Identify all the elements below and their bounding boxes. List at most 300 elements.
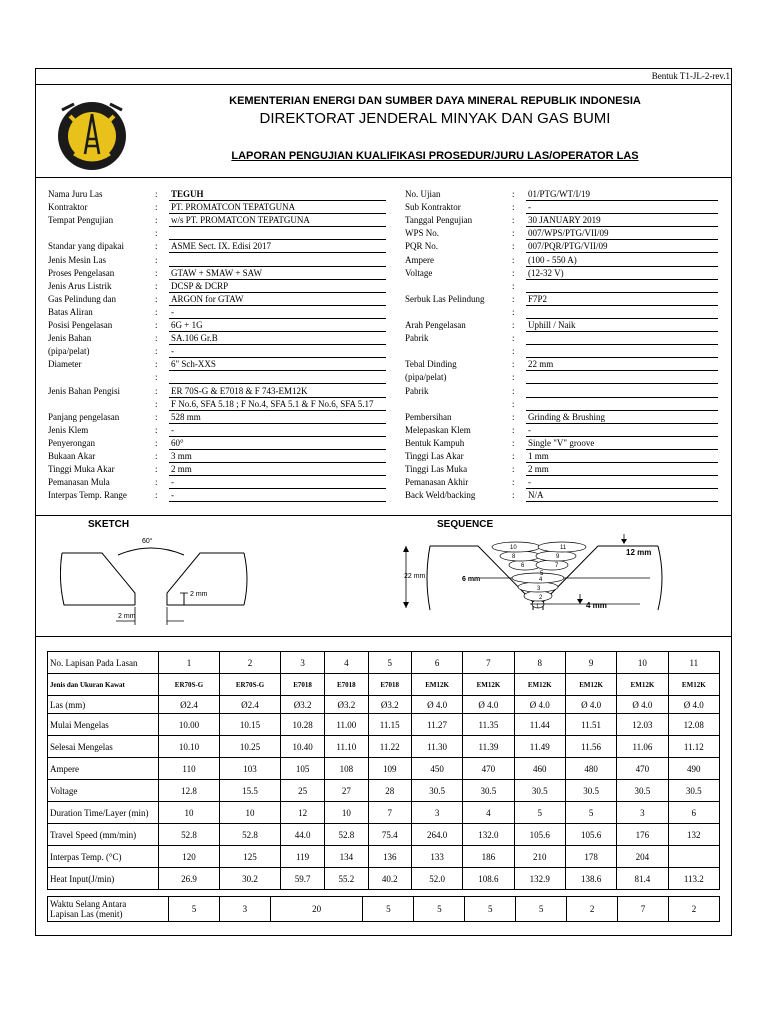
pass-label: 1 xyxy=(536,604,540,610)
table-cell: 470 xyxy=(463,758,514,780)
table-row xyxy=(48,674,720,696)
table-cell: 27 xyxy=(325,780,368,802)
left-bevel-plate xyxy=(62,553,135,605)
table-cell: 7 xyxy=(463,652,514,674)
table-cell: Ø 4.0 xyxy=(514,696,565,714)
table-cell: Ø2.4 xyxy=(220,696,281,714)
table-row xyxy=(48,868,720,890)
field-colon: : xyxy=(155,202,158,213)
table-cell: 4 xyxy=(325,652,368,674)
field-colon: : xyxy=(155,280,158,291)
field-colon: : xyxy=(512,424,515,435)
table-cell: 105.6 xyxy=(514,824,565,846)
field-value: ER 70S-G & E7018 & F 743-EM12K xyxy=(169,386,386,398)
field-colon: : xyxy=(512,306,515,317)
table-cell: 470 xyxy=(617,758,668,780)
table-cell: Ø 4.0 xyxy=(463,696,514,714)
table-cell: 12 xyxy=(281,802,325,824)
table-cell: 3 xyxy=(617,802,668,824)
table-cell: EM12K xyxy=(463,674,514,696)
table-cell: 103 xyxy=(220,758,281,780)
field-colon: : xyxy=(155,228,158,239)
field-colon: : xyxy=(155,464,158,475)
table-cell: 10 xyxy=(220,802,281,824)
pass-label: 4 xyxy=(539,577,543,583)
table-cell: 105.6 xyxy=(565,824,616,846)
table-cell: 450 xyxy=(411,758,462,780)
interval-cell: 20 xyxy=(270,897,363,922)
table-cell: 204 xyxy=(617,846,668,868)
field-value: (12-32 V) xyxy=(526,268,718,280)
table-cell: 10.28 xyxy=(281,714,325,736)
table-cell: 11.49 xyxy=(514,736,565,758)
field-value: Single "V" groove xyxy=(526,438,718,450)
field-label: (pipa/pelat) xyxy=(48,346,90,357)
interval-label xyxy=(48,897,169,922)
table-cell: 9 xyxy=(565,652,616,674)
field-colon: : xyxy=(155,385,158,396)
directorate-name: DIREKTORAT JENDERAL MINYAK DAN GAS BUMI xyxy=(259,110,611,127)
table-cell: 119 xyxy=(281,846,325,868)
field-value: - xyxy=(169,425,386,437)
field-colon: : xyxy=(512,385,515,396)
table-cell: 11.30 xyxy=(411,736,462,758)
pass-label: 11 xyxy=(560,545,567,551)
table-cell: 44.0 xyxy=(281,824,325,846)
field-label: Ampere xyxy=(405,254,434,265)
table-cell: 11 xyxy=(668,652,719,674)
field-colon: : xyxy=(512,411,515,422)
root-face-label: 2 mm xyxy=(190,591,208,598)
field-label: Pemanasan Akhir xyxy=(405,477,469,488)
pass-label: 7 xyxy=(555,563,559,569)
field-value: SA.106 Gr.B xyxy=(169,333,386,345)
table-cell: 30.5 xyxy=(565,780,616,802)
angle-label: 60° xyxy=(142,538,153,545)
field-value: ASME Sect. IX. Edisi 2017 xyxy=(169,241,386,253)
field-label: Voltage xyxy=(405,267,433,278)
table-cell: 6 xyxy=(411,652,462,674)
field-label: Tinggi Las Akar xyxy=(405,451,464,461)
table-cell: E7018 xyxy=(325,674,368,696)
field-value: 01/PTG/WT/I/19 xyxy=(526,189,718,201)
field-colon: : xyxy=(155,398,158,409)
field-label: Tebal Dinding xyxy=(405,359,457,370)
table-cell: 4 xyxy=(463,802,514,824)
field-value xyxy=(526,386,718,398)
interval-cell: 5 xyxy=(414,897,465,922)
table-cell: 52.0 xyxy=(411,868,462,890)
table-cell: 28 xyxy=(368,780,411,802)
interval-cell: 2 xyxy=(668,897,719,922)
table-cell: 120 xyxy=(159,846,220,868)
interval-cell: 5 xyxy=(169,897,220,922)
field-label: Standar yang dipakai xyxy=(48,241,124,252)
table-cell: 55.2 xyxy=(325,868,368,890)
field-label: Panjang pengelasan xyxy=(48,411,120,422)
table-cell: E7018 xyxy=(281,674,325,696)
table-cell: 81.4 xyxy=(617,868,668,890)
field-label: Bentuk Kampuh xyxy=(405,437,465,448)
table-cell: 480 xyxy=(565,758,616,780)
table-cell: ER70S-G xyxy=(220,674,281,696)
field-value: 007/WPS/PTG/VII/09 xyxy=(526,228,718,240)
interval-cell: 7 xyxy=(618,897,669,922)
field-label: Jenis Bahan xyxy=(48,333,92,344)
table-cell: 1 xyxy=(159,652,220,674)
field-label: Nama Juru Las xyxy=(48,189,103,199)
table-cell: 2 xyxy=(220,652,281,674)
joint-sketch xyxy=(60,533,260,631)
table-cell: 134 xyxy=(325,846,368,868)
field-label: No. Ujian xyxy=(405,189,441,199)
field-label: Pabrik xyxy=(405,333,429,344)
table-cell: 210 xyxy=(514,846,565,868)
field-value xyxy=(169,255,386,267)
table-row xyxy=(48,652,720,674)
table-cell: 25 xyxy=(281,780,325,802)
table-cell: 52.8 xyxy=(220,824,281,846)
table-cell: 5 xyxy=(514,802,565,824)
table-cell: 11.22 xyxy=(368,736,411,758)
fields-divider xyxy=(35,515,732,516)
field-value: GTAW + SMAW + SAW xyxy=(169,268,386,280)
row-label: Interpas Temp. (°C) xyxy=(48,846,159,868)
field-label: (pipa/pelat) xyxy=(405,372,447,383)
field-value xyxy=(526,281,718,293)
field-colon: : xyxy=(155,254,158,265)
field-colon: : xyxy=(512,346,515,357)
table-cell: 10 xyxy=(325,802,368,824)
field-value: - xyxy=(526,202,718,214)
field-value: DCSP & DCRP xyxy=(169,281,386,293)
ministry-name: KEMENTERIAN ENERGI DAN SUMBER DAYA MINERAL REPUBLIK INDONESIA xyxy=(229,95,641,107)
table-cell: 113.2 xyxy=(668,868,719,890)
mid-dim-label: 6 mm xyxy=(462,576,481,583)
field-colon: : xyxy=(155,241,158,252)
interval-cell: 3 xyxy=(219,897,270,922)
field-colon: : xyxy=(512,228,515,239)
angle-arc xyxy=(118,548,184,555)
sketch-divider xyxy=(35,636,732,637)
field-label: Arah Pengelasan xyxy=(405,320,466,330)
field-label: Kontraktor xyxy=(48,202,88,213)
field-label: Interpas Temp. Range xyxy=(48,490,127,501)
table-cell: 125 xyxy=(220,846,281,868)
field-value xyxy=(526,399,718,411)
table-row xyxy=(48,780,720,802)
table-cell: 264.0 xyxy=(411,824,462,846)
table-cell: 5 xyxy=(368,652,411,674)
field-label: Posisi Pengelasan xyxy=(48,320,113,330)
interval-cell: 5 xyxy=(516,897,567,922)
table-cell: 138.6 xyxy=(565,868,616,890)
table-cell: 12.8 xyxy=(159,780,220,802)
table-row xyxy=(48,897,720,922)
field-label: PQR No. xyxy=(405,241,439,252)
field-colon: : xyxy=(512,477,515,488)
title-divider xyxy=(35,177,732,178)
table-cell: 109 xyxy=(368,758,411,780)
field-value: 6" Sch-XXS xyxy=(169,359,386,371)
interval-cell: 2 xyxy=(567,897,618,922)
field-colon: : xyxy=(512,359,515,370)
table-cell: E7018 xyxy=(368,674,411,696)
field-label: Jenis Mesin Las xyxy=(48,254,106,265)
table-cell: 75.4 xyxy=(368,824,411,846)
field-label: Gas Pelindung dan xyxy=(48,293,116,304)
field-colon: : xyxy=(512,464,515,475)
field-colon: : xyxy=(512,333,515,344)
table-cell: 178 xyxy=(565,846,616,868)
field-value: - xyxy=(526,425,718,437)
table-cell: Ø 4.0 xyxy=(617,696,668,714)
ministry-logo-icon xyxy=(52,94,132,174)
table-cell: 11.06 xyxy=(617,736,668,758)
bottom-dim-label: 4 mm xyxy=(586,601,607,610)
field-colon: : xyxy=(512,267,515,278)
row-label: Heat Input(J/min) xyxy=(48,868,159,890)
field-value: - xyxy=(169,490,386,502)
field-label: Jenis Arus Listrik xyxy=(48,280,112,291)
field-label: Tinggi Muka Akar xyxy=(48,464,115,475)
row-label: Ampere xyxy=(48,758,159,780)
table-cell: Ø3.2 xyxy=(368,696,411,714)
pass-label: 3 xyxy=(537,586,541,592)
row-label: Voltage xyxy=(48,780,159,802)
field-value: 22 mm xyxy=(526,359,718,371)
interval-cell: 5 xyxy=(465,897,516,922)
field-value xyxy=(169,228,386,240)
field-colon: : xyxy=(512,451,515,461)
field-label: WPS No. xyxy=(405,228,440,239)
table-cell: 11.00 xyxy=(325,714,368,736)
table-cell: 52.8 xyxy=(159,824,220,846)
table-cell: 26.9 xyxy=(159,868,220,890)
field-colon: : xyxy=(155,346,158,357)
field-label: Pembersihan xyxy=(405,411,452,422)
field-colon: : xyxy=(155,451,158,461)
table-cell: Ø 4.0 xyxy=(565,696,616,714)
row-label: Jenis dan Ukuran Kawat xyxy=(48,674,159,696)
table-row xyxy=(48,846,720,868)
table-cell: 52.8 xyxy=(325,824,368,846)
row-label: Travel Speed (mm/min) xyxy=(48,824,159,846)
field-colon: : xyxy=(155,477,158,488)
field-label: Bukaan Akar xyxy=(48,451,96,461)
field-label: Serbuk Las Pelindung xyxy=(405,293,485,304)
field-colon: : xyxy=(512,241,515,252)
row-label: Duration Time/Layer (min) xyxy=(48,802,159,824)
pass-label: 10 xyxy=(510,545,517,551)
table-cell: EM12K xyxy=(514,674,565,696)
field-value xyxy=(526,307,718,319)
field-colon: : xyxy=(155,267,158,278)
field-value: 60° xyxy=(169,438,386,450)
table-cell: 5 xyxy=(565,802,616,824)
field-colon: : xyxy=(512,398,515,409)
table-cell: 30.5 xyxy=(617,780,668,802)
field-value: - xyxy=(169,307,386,319)
field-value: 2 mm xyxy=(526,464,718,476)
field-colon: : xyxy=(512,490,515,501)
table-cell: 8 xyxy=(514,652,565,674)
field-value: Uphill / Naik xyxy=(526,320,718,332)
table-cell: 11.10 xyxy=(325,736,368,758)
table-cell: 132.0 xyxy=(463,824,514,846)
field-colon: : xyxy=(155,411,158,422)
field-colon: : xyxy=(512,320,515,330)
field-label: Pabrik xyxy=(405,385,429,396)
table-row xyxy=(48,696,720,714)
field-label: Jenis Bahan Pengisi xyxy=(48,385,120,396)
pass-label: 5 xyxy=(540,571,544,577)
table-cell: 105 xyxy=(281,758,325,780)
field-label: Proses Pengelasan xyxy=(48,267,115,278)
table-cell: 11.44 xyxy=(514,714,565,736)
row-label: Las (mm) xyxy=(48,696,159,714)
field-colon: : xyxy=(512,254,515,265)
field-value: 3 mm xyxy=(169,451,386,463)
pass-label: 9 xyxy=(556,554,560,560)
table-cell: 10.10 xyxy=(159,736,220,758)
table-cell: EM12K xyxy=(668,674,719,696)
table-cell: 108.6 xyxy=(463,868,514,890)
table-cell: EM12K xyxy=(565,674,616,696)
table-cell: 30.5 xyxy=(411,780,462,802)
table-cell: 11.56 xyxy=(565,736,616,758)
row-label: Mulai Mengelas xyxy=(48,714,159,736)
table-cell: 30.5 xyxy=(514,780,565,802)
table-cell: 11.15 xyxy=(368,714,411,736)
table-cell: 7 xyxy=(368,802,411,824)
table-cell: 30.5 xyxy=(463,780,514,802)
field-value: Grinding & Brushing xyxy=(526,412,718,424)
table-cell: 3 xyxy=(411,802,462,824)
field-value: TEGUH xyxy=(169,189,386,201)
interval-cell: 5 xyxy=(363,897,414,922)
table-cell: 11.12 xyxy=(668,736,719,758)
table-cell: 460 xyxy=(514,758,565,780)
field-value: (100 - 550 A) xyxy=(526,255,718,267)
field-label: Back Weld/backing xyxy=(405,490,476,501)
field-value xyxy=(526,333,718,345)
gap-label: 2 mm xyxy=(118,613,136,620)
table-row xyxy=(48,802,720,824)
field-colon: : xyxy=(155,372,158,383)
table-cell: 136 xyxy=(368,846,411,868)
table-cell: 186 xyxy=(463,846,514,868)
table-cell: 11.35 xyxy=(463,714,514,736)
table-cell: 108 xyxy=(325,758,368,780)
table-cell: 11.39 xyxy=(463,736,514,758)
field-label: Pemanasan Mula xyxy=(48,477,110,488)
field-value: - xyxy=(526,477,718,489)
field-value: 1 mm xyxy=(526,451,718,463)
field-label: Penyerongan xyxy=(48,437,95,448)
interval-table xyxy=(47,896,720,922)
field-colon: : xyxy=(155,424,158,435)
field-value: F No.6, SFA 5.18 ; F No.4, SFA 5.1 & F No.6, SFA 5.17 xyxy=(169,399,386,411)
field-colon: : xyxy=(512,215,515,226)
table-cell: 59.7 xyxy=(281,868,325,890)
table-cell: 40.2 xyxy=(368,868,411,890)
field-label: Tanggal Pengujian xyxy=(405,215,473,226)
table-cell: 12.08 xyxy=(668,714,719,736)
field-colon: : xyxy=(512,280,515,291)
table-cell: Ø3.2 xyxy=(325,696,368,714)
interval-label-line: Lapisan Las (menit) xyxy=(50,909,123,919)
field-value: 30 JANUARY 2019 xyxy=(526,215,718,227)
field-colon: : xyxy=(155,189,158,199)
field-colon: : xyxy=(155,437,158,448)
field-value: 007/PQR/PTG/VII/09 xyxy=(526,241,718,253)
table-cell: Ø 4.0 xyxy=(411,696,462,714)
table-cell: EM12K xyxy=(617,674,668,696)
field-colon: : xyxy=(155,293,158,304)
table-cell: 132.9 xyxy=(514,868,565,890)
table-cell: 132 xyxy=(668,824,719,846)
table-cell: 11.51 xyxy=(565,714,616,736)
table-cell: 133 xyxy=(411,846,462,868)
field-value xyxy=(169,372,386,384)
field-colon: : xyxy=(512,372,515,383)
field-label: Batas Aliran xyxy=(48,306,93,317)
field-value: 528 mm xyxy=(169,412,386,424)
field-value xyxy=(526,372,718,384)
table-cell: 6 xyxy=(668,802,719,824)
interval-label-line: Waktu Selang Antara xyxy=(50,899,127,909)
table-cell: 10.15 xyxy=(220,714,281,736)
field-value: ARGON for GTAW xyxy=(169,294,386,306)
table-cell: 110 xyxy=(159,758,220,780)
field-colon: : xyxy=(155,215,158,226)
field-value: - xyxy=(169,477,386,489)
table-row xyxy=(48,824,720,846)
pass-label: 6 xyxy=(521,563,525,569)
table-cell: 10.25 xyxy=(220,736,281,758)
table-row xyxy=(48,736,720,758)
table-cell: Ø2.4 xyxy=(159,696,220,714)
table-cell: 30.2 xyxy=(220,868,281,890)
field-value: w/s PT. PROMATCON TEPATGUNA xyxy=(169,215,386,227)
field-value: - xyxy=(169,346,386,358)
table-cell: 3 xyxy=(281,652,325,674)
table-cell: 11.27 xyxy=(411,714,462,736)
field-label: Melepaskan Klem xyxy=(405,424,471,435)
thickness-label: 22 mm xyxy=(404,573,426,580)
field-colon: : xyxy=(512,293,515,304)
form-code: Bentuk T1-JL-2-rev.1 xyxy=(651,71,730,81)
field-colon: : xyxy=(155,333,158,344)
row-label: No. Lapisan Pada Lasan xyxy=(48,652,159,674)
report-title: LAPORAN PENGUJIAN KUALIFIKASI PROSEDUR/JURU LAS/OPERATOR LAS xyxy=(231,150,639,162)
table-cell: 12.03 xyxy=(617,714,668,736)
table-row xyxy=(48,758,720,780)
field-label: Diameter xyxy=(48,359,82,370)
pass-label: 8 xyxy=(512,554,516,560)
field-value: 2 mm xyxy=(169,464,386,476)
table-cell: 10.00 xyxy=(159,714,220,736)
table-cell: Ø3.2 xyxy=(281,696,325,714)
top-dim-label: 12 mm xyxy=(626,548,652,557)
table-cell: 30.5 xyxy=(668,780,719,802)
field-colon: : xyxy=(155,359,158,370)
field-label: Tinggi Las Muka xyxy=(405,464,468,475)
field-colon: : xyxy=(155,320,158,330)
sketch-title: SKETCH xyxy=(88,519,130,530)
header-divider xyxy=(35,84,732,85)
